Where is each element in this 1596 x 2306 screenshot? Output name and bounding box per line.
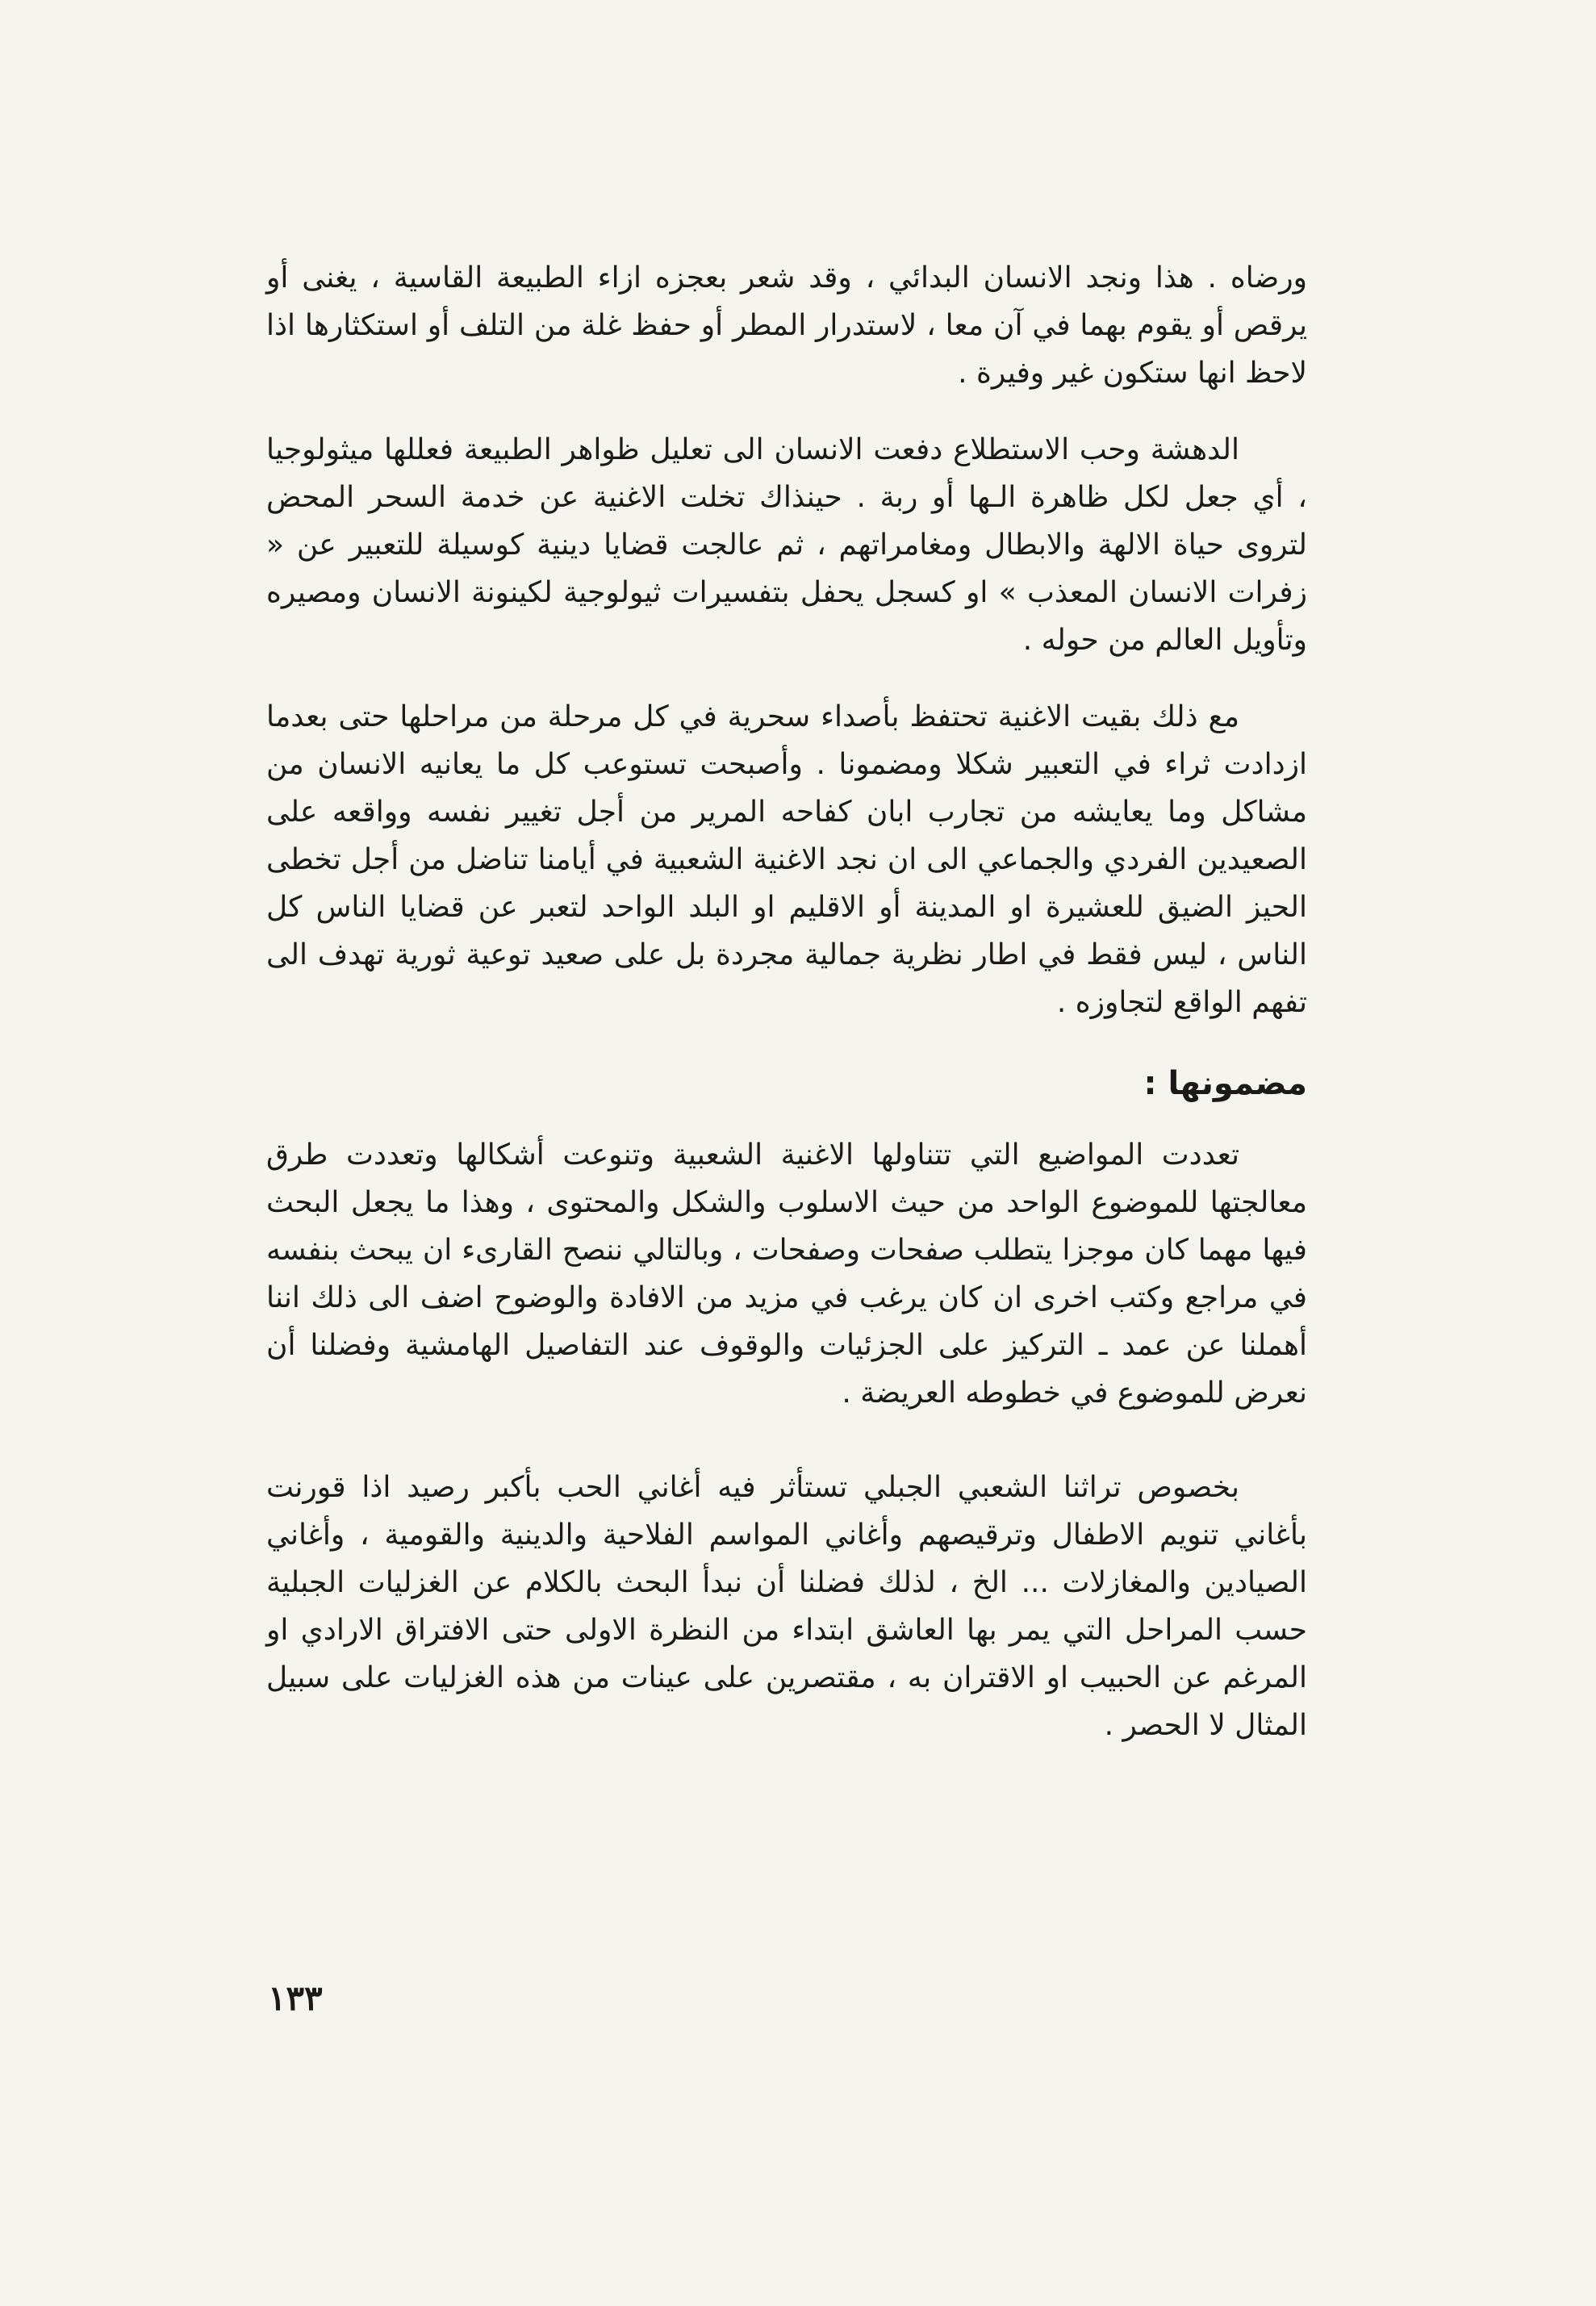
paragraph-2: الدهشة وحب الاستطلاع دفعت الانسان الى تعليل ظواهر الطبيعة فعللها ميثولوجيا ، أي جعل لكل ظاهرة الـها أو ربة . حينذاك تخلت الاغنية عن خدمة السحر المحض لتروى حياة الالهة والابطال ومغامراتهم ، ثم عالجت قضايا دينية كوسيلة للتعبير عن « زفرات الانسان المعذب » او كسجل يحفل بتفسيرات ثيولوجية لكينونة الانسان ومصيره وتأويل العالم من حوله . (266, 433, 1307, 657)
paragraph-4: تعددت المواضيع التي تتناولها الاغنية الشعبية وتنوعت أشكالها وتعددت طرق معالجتها للموضوع الواحد من حيث الاسلوب والشكل والمحتوى ، وهذا ما يجعل البحث فيها مهما كان موجزا يتطلب صفحات وصفحات ، وبالتالي ننصح القارىء ان يبحث بنفسه في مراجع وكتب اخرى ان كان يرغب في مزيد من الافادة والوضوح اضف الى ذلك اننا أهملنا عن عمد ـ التركيز على الجزئيات والوقوف عند التفاصيل الهامشية وفضلنا أن نعرض للموضوع في خطوطه العريضة . (266, 1138, 1307, 1410)
section-heading: مضمونها : (1143, 1065, 1307, 1102)
paragraph-3: مع ذلك بقيت الاغنية تحتفظ بأصداء سحرية في كل مرحلة من مراحلها حتى بعدما ازدادت ثراء في التعبير شكلا ومضمونا . وأصبحت تستوعب كل ما يعانيه الانسان من مشاكل وما يعايشه من تجارب ابان كفاحه المرير من أجل تغيير نفسه وواقعه على الصعيدين الفردي والجماعي الى ان نجد الاغنية الشعبية في أيامنا تناضل من أجل تخطى الحيز الضيق للعشيرة او المدينة أو الاقليم او البلد الواحد لتعبر عن قضايا الناس كل الناس ، ليس فقط في اطار نظرية جمالية مجردة بل على صعيد توعية ثورية تهدف الى تفهم الواقع لتجاوزه . (266, 700, 1307, 1019)
paragraph-5: بخصوص تراثنا الشعبي الجبلي تستأثر فيه أغاني الحب بأكبر رصيد اذا قورنت بأغاني تنويم الاطفال وترقيصهم وأغاني المواسم الفلاحية والدينية والقومية ، وأغاني الصيادين والمغازلات ... الخ ، لذلك فضلنا أن نبدأ البحث بالكلام عن الغزليات الجبلية حسب المراحل التي يمر بها العاشق ابتداء من النظرة الاولى حتى الافتراق الارادي او المرغم عن الحبيب او الاقتران به ، مقتصرين على عينات من هذه الغزليات على سبيل المثال لا الحصر . (266, 1471, 1307, 1742)
page-number: ١٣٣ (268, 1978, 323, 2018)
page-body (266, 254, 1307, 1749)
paragraph-1: ورضاه . هذا ونجد الانسان البدائي ، وقد شعر بعجزه ازاء الطبيعة القاسية ، يغنى أو يرقص أو يقوم بهما في آن معا ، لاستدرار المطر أو حفظ غلة من التلف أو استكثارها اذا لاحظ انها ستكون غير وفيرة . (266, 261, 1307, 390)
